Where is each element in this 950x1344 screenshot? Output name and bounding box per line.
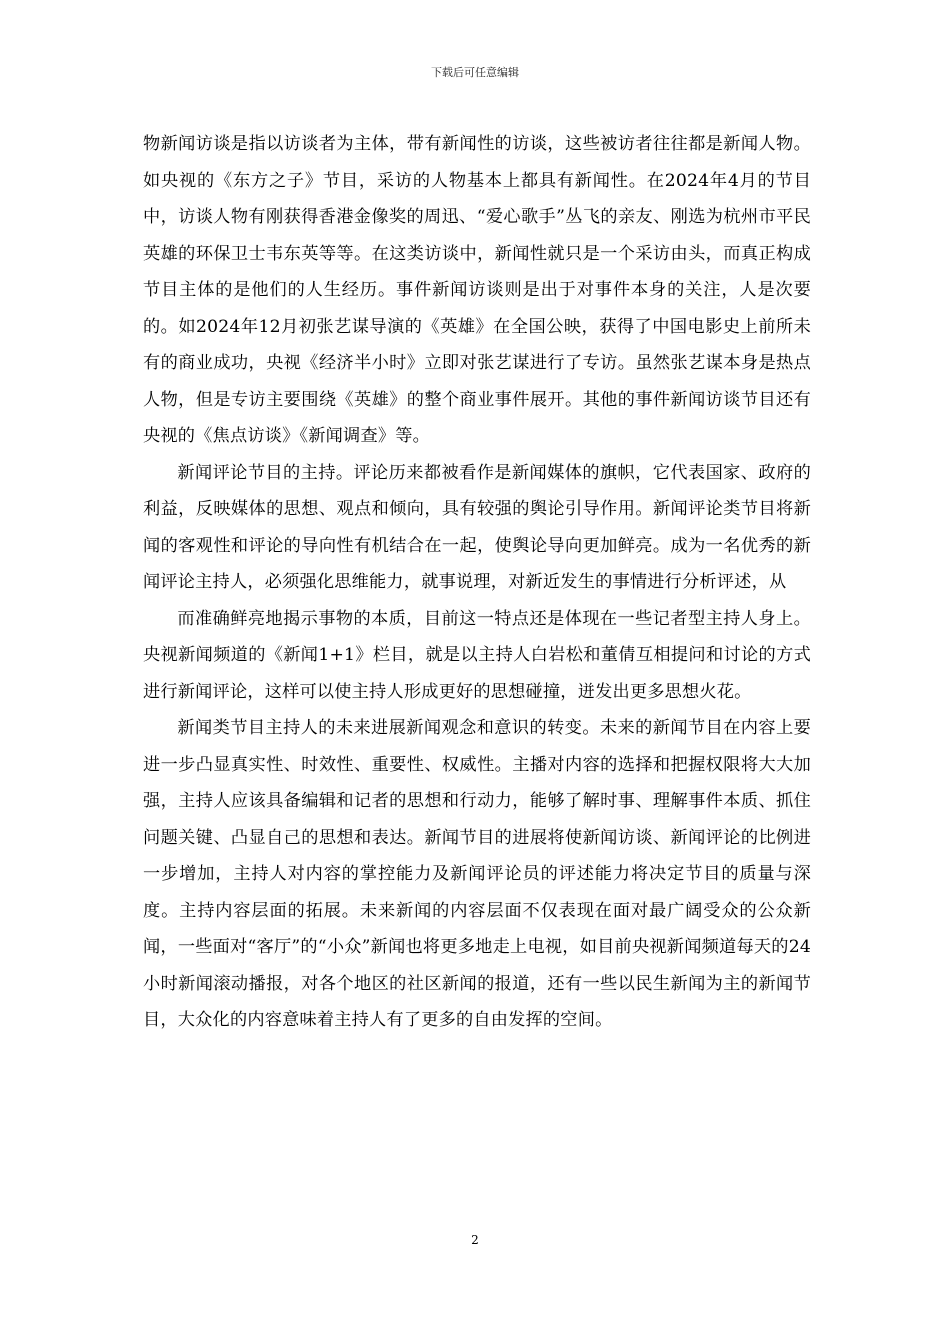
document-body [143, 126, 811, 1039]
page-header: 下载后可任意编辑 [431, 66, 519, 79]
page-number: 2 [471, 1233, 479, 1247]
paragraph-2: 新闻评论节目的主持。评论历来都被看作是新闻媒体的旗帜，它代表国家、政府的利益，反映媒体的思想、观点和倾向，具有较强的舆论引导作用。新闻评论类节目将新闻的客观性和评论的导向性有机结合在一起，使舆论导向更加鲜亮。成为一名优秀的新闻评论主持人，必须强化思维能力，就事说理，对新近发生的事情进行分析评述，从 [143, 462, 811, 592]
paragraph-3: 而准确鲜亮地揭示事物的本质，目前这一特点还是体现在一些记者型主持人身上。央视新闻频道的《新闻1+1》栏目，就是以主持人白岩松和董倩互相提问和讨论的方式进行新闻评论，这样可以使主持人形成更好的思想碰撞，迸发出更多思想火花。 [143, 608, 811, 702]
paragraph-4: 新闻类节目主持人的未来进展新闻观念和意识的转变。未来的新闻节目在内容上要进一步凸显真实性、时效性、重要性、权威性。主播对内容的选择和把握权限将大大加强，主持人应该具备编辑和记者的思想和行动力，能够了解时事、理解事件本质、抓住问题关键、凸显自己的思想和表达。新闻节目的进展将使新闻访谈、新闻评论的比例进一步增加，主持人对内容的掌控能力及新闻评论员的评述能力将决定节目的质量与深度。主持内容层面的拓展。未来新闻的内容层面不仅表现在面对最广阔受众的公众新闻，一些面对“客厅”的“小众”新闻也将更多地走上电视，如目前央视新闻频道每天的24小时新闻滚动播报，对各个地区的社区新闻的报道，还有一些以民生新闻为主的新闻节目，大众化的内容意味着主持人有了更多的自由发挥的空间。 [143, 718, 811, 1030]
paragraph-1: 物新闻访谈是指以访谈者为主体，带有新闻性的访谈，这些被访者往往都是新闻人物。如央视的《东方之子》节目，采访的人物基本上都具有新闻性。在2024年4月的节目中，访谈人物有刚获得香港金像奖的周迅、“爱心歌手”丛飞的亲友、刚选为杭州市平民英雄的环保卫士韦东英等等。在这类访谈中，新闻性就只是一个采访由头，而真正构成节目主体的是他们的人生经历。事件新闻访谈则是出于对事件本身的关注，人是次要的。如2024年12月初张艺谋导演的《英雄》在全国公映，获得了中国电影史上前所未有的商业成功，央视《经济半小时》立即对张艺谋进行了专访。虽然张艺谋本身是热点人物，但是专访主要围绕《英雄》的整个商业事件展开。其他的事件新闻访谈节目还有央视的《焦点访谈》《新闻调查》等。 [143, 134, 811, 446]
